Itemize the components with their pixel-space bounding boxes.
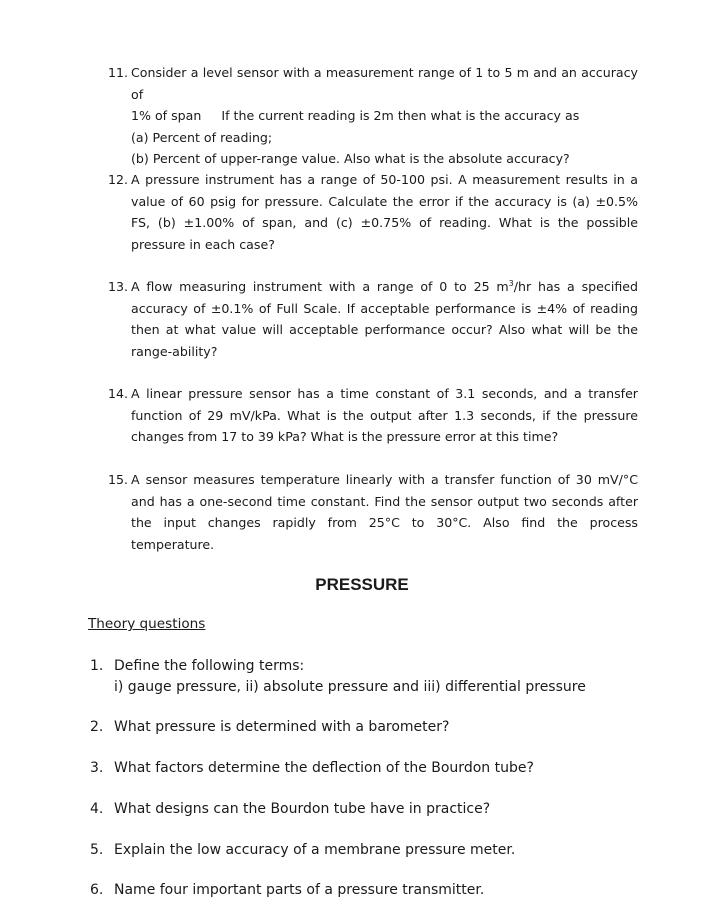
- question-number: 5.: [90, 842, 104, 858]
- theory-question-5: [90, 840, 650, 861]
- problem-14: [108, 383, 638, 448]
- question-text: [114, 656, 650, 698]
- question-text: Name four important parts of a pressure transmitter.: [114, 882, 485, 898]
- problem-number: 13.: [108, 279, 129, 294]
- problem-line: (b) Percent of upper-range value. Also what is the absolute accuracy?: [131, 151, 570, 166]
- problem-line-part: If the current reading is 2m then what is the accuracy as: [221, 108, 580, 123]
- superscript: 3: [508, 278, 514, 288]
- theory-question-1: [90, 656, 650, 698]
- theory-question-3: [90, 758, 650, 779]
- problem-text: [131, 276, 638, 362]
- problem-13: [108, 276, 638, 362]
- problem-text: A linear pressure sensor has a time constant of 3.1 seconds, and a transfer function of 29 mV/kPa. What is the output after 1.3 seconds, if the pressure changes from 17 to 39 kPa? What is the pressure error at this time?: [131, 386, 638, 444]
- problem-text: A sensor measures temperature linearly with a transfer function of 30 mV/°C and has a one-second time constant. Find the sensor output two seconds after the input changes rapidly from 25°C to 30°C. Also find the process temperature.: [131, 472, 638, 552]
- problem-line: Consider a level sensor with a measurement range of 1 to 5 m and an accuracy of: [131, 65, 638, 102]
- problem-text: A pressure instrument has a range of 50-100 psi. A measurement results in a value of 60 psig for pressure. Calculate the error if the accuracy is (a) ±0.5% FS, (b) ±1.00% of span, and (c) ±0.75% of reading. What is the possible pressure in each case?: [131, 172, 638, 252]
- question-line: Define the following terms:: [114, 658, 305, 674]
- question-number: 4.: [90, 801, 104, 817]
- problem-line-part: 1% of span: [131, 108, 202, 123]
- question-number: 1.: [90, 658, 104, 674]
- theory-question-4: [90, 799, 650, 820]
- subsection-title: Theory questions: [88, 616, 206, 632]
- problem-line: [131, 105, 638, 127]
- question-text: Explain the low accuracy of a membrane pressure meter.: [114, 842, 516, 858]
- question-text: What factors determine the deflection of the Bourdon tube?: [114, 760, 534, 776]
- question-line: i) gauge pressure, ii) absolute pressure and iii) differential pressure: [114, 679, 586, 695]
- problem-number: 11.: [108, 65, 129, 80]
- section-title: PRESSURE: [315, 575, 409, 594]
- problem-15: [108, 469, 638, 555]
- theory-question-6: [90, 880, 650, 901]
- theory-question-2: [90, 717, 650, 738]
- problem-body: [131, 62, 638, 170]
- problem-line: (a) Percent of reading;: [131, 129, 273, 145]
- question-number: 2.: [90, 719, 104, 735]
- problem-text-part: A flow measuring instrument with a range of 0 to 25 m: [131, 279, 509, 294]
- question-number: 6.: [90, 882, 104, 898]
- problem-number: 12.: [108, 172, 129, 187]
- problem-12: [108, 169, 638, 255]
- question-text: What pressure is determined with a barometer?: [114, 719, 450, 735]
- question-number: 3.: [90, 760, 104, 776]
- question-text: What designs can the Bourdon tube have in practice?: [114, 801, 491, 817]
- problem-number: 14.: [108, 386, 129, 401]
- problem-number: 15.: [108, 472, 129, 487]
- problem-text-part: /hr has a specified accuracy of ±0.1% of Full Scale. If acceptable performance is ±4% of reading then at what value will acceptable performance occur? Also what will be the range-ability?: [131, 279, 638, 359]
- problem-11: [108, 62, 638, 170]
